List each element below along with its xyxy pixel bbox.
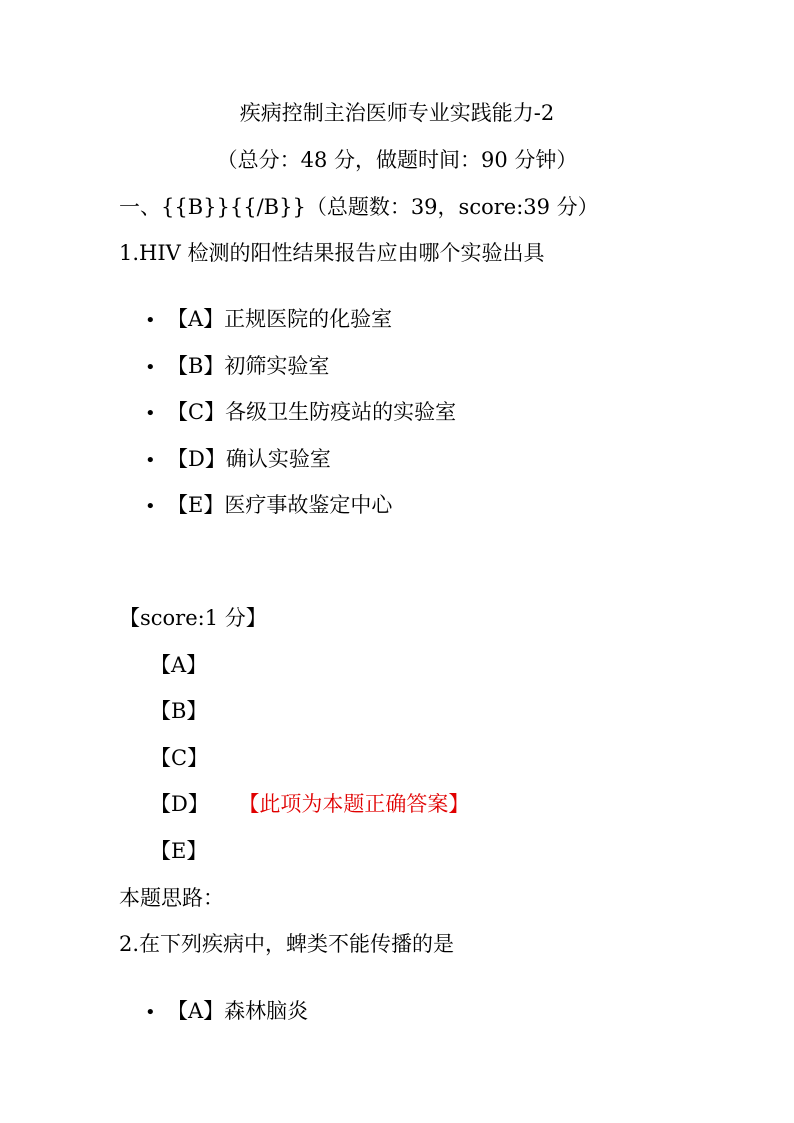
- explanation-label: 本题思路：: [119, 886, 224, 910]
- bullet-icon: •: [145, 403, 156, 424]
- question-1-option-d: [145, 445, 331, 475]
- section-header: 一、{{B}}{{/B}}（总题数：39，score:39 分）: [119, 195, 599, 219]
- document-subtitle: （总分：48 分，做题时间：90 分钟）: [216, 148, 578, 172]
- document-title: 疾病控制主治医师专业实践能力-2: [239, 101, 555, 125]
- question-2-option-a: [145, 997, 308, 1027]
- answer-c: 【C】: [150, 746, 209, 770]
- question-1-option-e: [145, 491, 392, 521]
- option-label: 【A】森林脑炎: [167, 999, 309, 1023]
- question-2-stem: 2.在下列疾病中，蜱类不能传播的是: [119, 932, 455, 956]
- bullet-icon: •: [145, 1002, 156, 1023]
- option-label: 【E】医疗事故鉴定中心: [167, 493, 393, 517]
- bullet-icon: •: [145, 496, 156, 517]
- answer-e: 【E】: [150, 839, 208, 863]
- option-label: 【B】初筛实验室: [167, 354, 330, 378]
- option-label: 【C】各级卫生防疫站的实验室: [167, 400, 457, 424]
- question-1-option-c: [145, 398, 456, 428]
- correct-answer-note: 【此项为本题正确答案】: [248, 792, 470, 816]
- answer-b: 【B】: [150, 699, 208, 723]
- answer-d-row: [150, 790, 469, 818]
- question-1-option-a: [145, 305, 392, 335]
- answer-d: 【D】: [150, 792, 209, 816]
- bullet-icon: •: [145, 310, 156, 331]
- question-1-stem: 1.HIV 检测的阳性结果报告应由哪个实验出具: [119, 241, 545, 265]
- bullet-icon: •: [145, 450, 156, 471]
- question-1-option-b: [145, 352, 329, 382]
- answer-a: 【A】: [150, 653, 208, 677]
- option-label: 【D】确认实验室: [167, 447, 331, 471]
- bullet-icon: •: [145, 357, 156, 378]
- option-label: 【A】正规医院的化验室: [167, 307, 393, 331]
- question-1-score: 【score:1 分】: [119, 606, 267, 630]
